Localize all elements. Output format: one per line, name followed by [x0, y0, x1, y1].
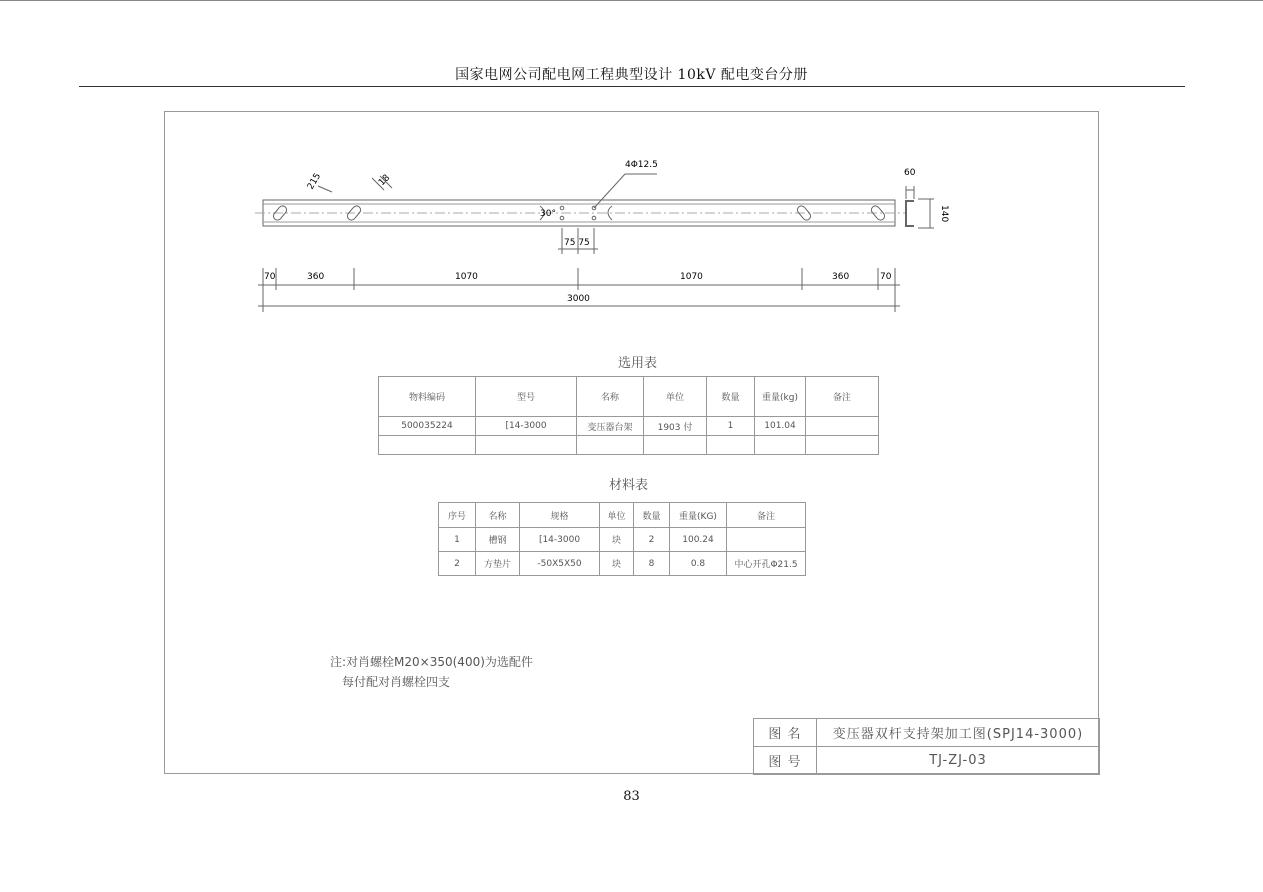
table-cell: -50X5X50 — [520, 552, 600, 576]
table-cell: 100.24 — [670, 528, 727, 552]
dim-label-height: 140 — [939, 205, 949, 223]
dim-row-1070-right: 1070 — [680, 272, 703, 282]
table-cell: 1 — [707, 417, 755, 436]
table-cell: 8 — [634, 552, 670, 576]
drawing-number-value: TJ-ZJ-03 — [817, 747, 1100, 775]
note-line-1: 注:对肖螺栓M20×350(400)为选配件 — [330, 655, 533, 669]
material-table — [438, 502, 806, 576]
table-cell — [806, 436, 879, 455]
table-row — [439, 552, 806, 576]
dim-label-flange: 60 — [904, 168, 916, 178]
header-cell: 型号 — [476, 377, 577, 417]
drawing-name-label: 图 名 — [754, 719, 817, 747]
table-row — [379, 436, 879, 455]
table-cell — [379, 436, 476, 455]
header-cell: 规格 — [520, 503, 600, 528]
title-block — [753, 718, 1100, 775]
table-header-row — [439, 503, 806, 528]
table-row — [439, 528, 806, 552]
table-cell: 槽钢 — [476, 528, 520, 552]
center-hole-4 — [592, 216, 596, 220]
table-cell: 变压器台架 — [577, 417, 644, 436]
table-cell — [707, 436, 755, 455]
dim-total-label: 3000 — [567, 294, 590, 304]
header-cell: 名称 — [577, 377, 644, 417]
hole-callout-label: 4Φ12.5 — [625, 160, 658, 170]
center-hole-3 — [560, 216, 564, 220]
table-cell: [14-3000 — [520, 528, 600, 552]
dim-label-18: 18 — [377, 172, 393, 189]
table-cell — [644, 436, 707, 455]
table-cell: 块 — [600, 552, 634, 576]
table-cell — [577, 436, 644, 455]
drawing-number-label: 图 号 — [754, 747, 817, 775]
slot-hole-4 — [870, 204, 886, 221]
header-cell: 备注 — [806, 377, 879, 417]
selection-table — [378, 376, 879, 455]
material-table-caption: 材料表 — [609, 478, 649, 493]
dim-label-angle: 30° — [540, 209, 556, 219]
table-cell: 1 — [439, 528, 476, 552]
dim-row-1070-left: 1070 — [455, 272, 478, 282]
table-cell: 0.8 — [670, 552, 727, 576]
page-header-title: 国家电网公司配电网工程典型设计 10kV 配电变台分册 — [455, 67, 808, 83]
title-block-row-number — [754, 747, 1100, 775]
dim-label-center-spacing: 75 75 — [564, 238, 590, 248]
drawing-note — [330, 652, 533, 692]
header-cell: 物料编码 — [379, 377, 476, 417]
channel-section — [906, 186, 934, 228]
header-cell: 名称 — [476, 503, 520, 528]
dim-row-360-left: 360 — [307, 272, 325, 282]
dim-row-70-right: 70 — [880, 272, 892, 282]
note-line-2: 每付配对肖螺栓四支 — [342, 675, 451, 689]
table-cell: 2 — [439, 552, 476, 576]
header-cell: 数量 — [707, 377, 755, 417]
dim-leader-215 — [318, 186, 332, 192]
table-header-row — [379, 377, 879, 417]
hole-leader — [594, 174, 625, 208]
table-cell: 中心开孔Φ21.5 — [727, 552, 806, 576]
table-cell: 块 — [600, 528, 634, 552]
table-cell — [806, 417, 879, 436]
table-cell: 500035224 — [379, 417, 476, 436]
title-block-row-name — [754, 719, 1100, 747]
drawing-name-value: 变压器双杆支持架加工图(SPJ14-3000) — [817, 719, 1100, 747]
dim-row-360-right: 360 — [832, 272, 850, 282]
table-cell: 1903 付 — [644, 417, 707, 436]
selection-table-caption: 选用表 — [618, 356, 658, 371]
table-cell: 101.04 — [755, 417, 806, 436]
header-cell: 单位 — [600, 503, 634, 528]
center-hole-1 — [560, 206, 564, 210]
header-cell: 重量(KG) — [670, 503, 727, 528]
table-cell: [14-3000 — [476, 417, 577, 436]
table-cell — [727, 528, 806, 552]
table-cell: 方垫片 — [476, 552, 520, 576]
header-cell: 单位 — [644, 377, 707, 417]
header-cell: 数量 — [634, 503, 670, 528]
table-row — [379, 417, 879, 436]
header-cell: 序号 — [439, 503, 476, 528]
dim-label-215: 215 — [305, 171, 324, 192]
table-cell — [476, 436, 577, 455]
header-cell: 备注 — [727, 503, 806, 528]
table-cell — [755, 436, 806, 455]
dimension-chain — [258, 268, 900, 312]
dim-row-70-left: 70 — [264, 272, 276, 282]
header-cell: 重量(kg) — [755, 377, 806, 417]
table-cell: 2 — [634, 528, 670, 552]
page-number: 83 — [623, 789, 640, 804]
